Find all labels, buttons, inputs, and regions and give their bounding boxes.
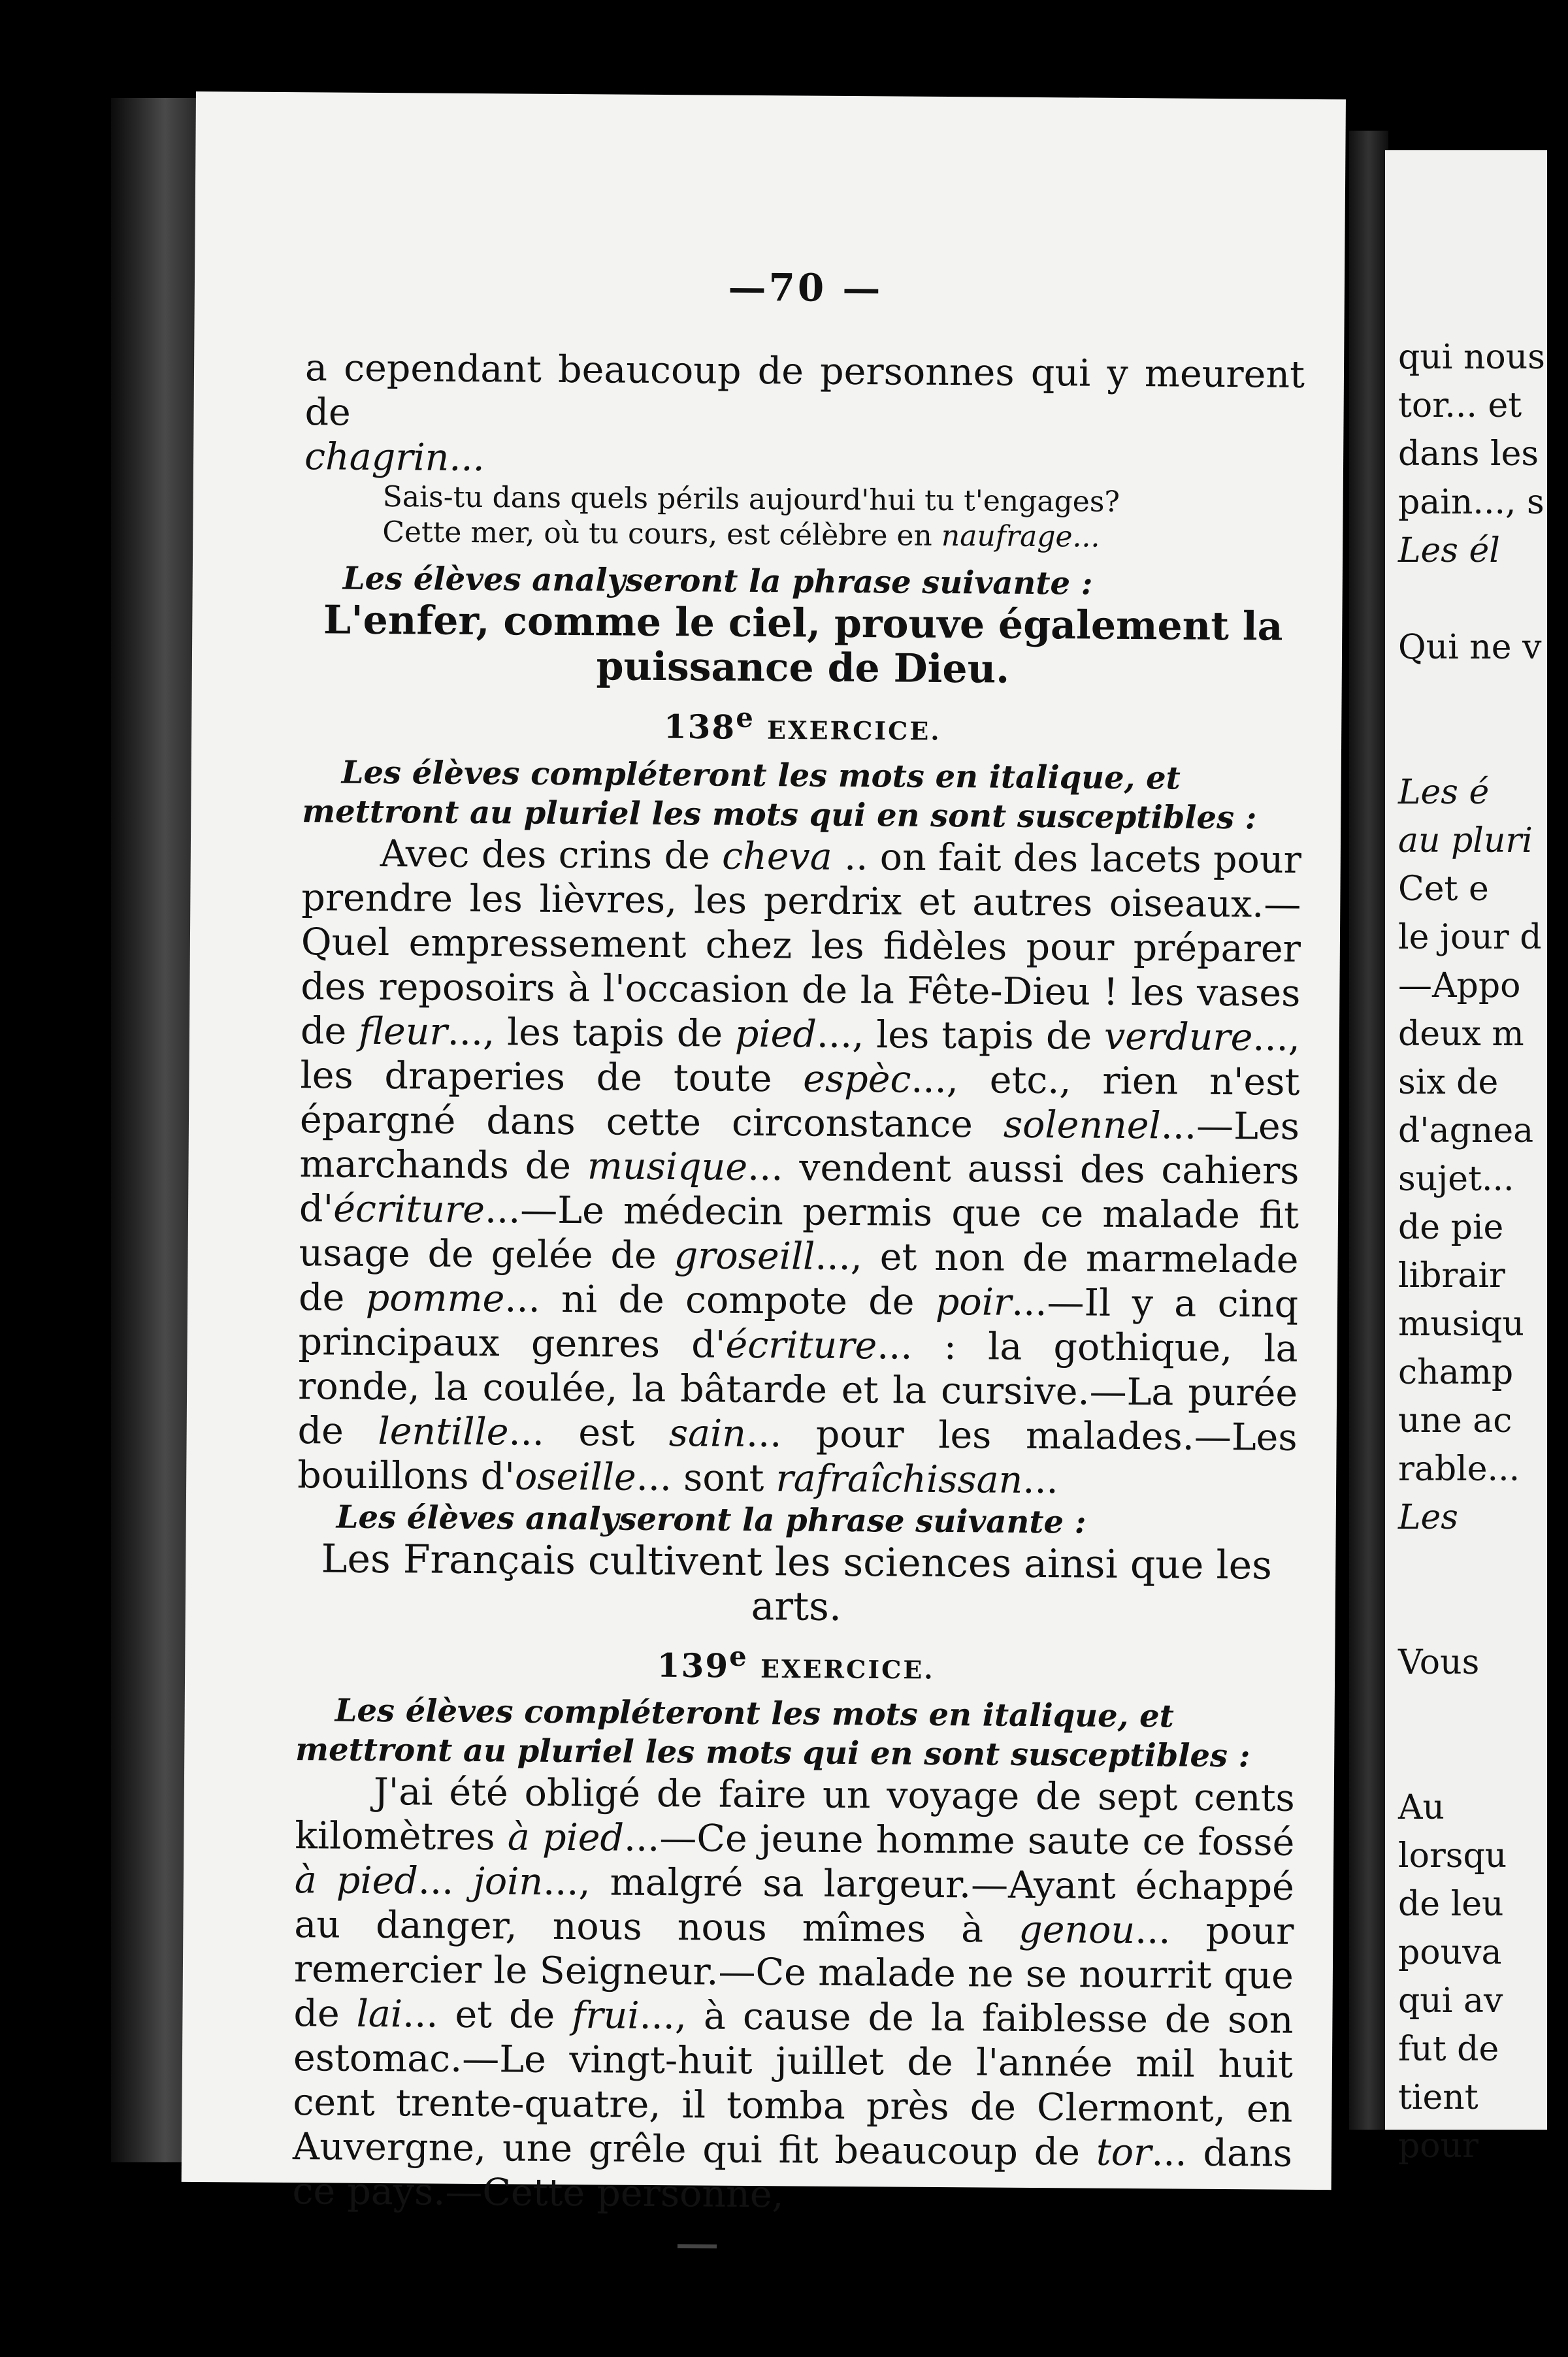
exercise-138-run: ... ni de compote de [504,1277,936,1324]
exercise-138-word: EXERCICE. [766,715,941,746]
right-page-line: de pie [1398,1208,1504,1247]
exercise-138-run: musique [587,1144,748,1189]
right-page-line: Cet e [1398,870,1489,909]
right-page-line: Les él [1398,531,1500,570]
book-gutter [1349,131,1388,2130]
exercise-138-run: ..., etc., rien n'est épargné dans cette circonstance [299,1058,1300,1146]
exercise-139-run: ... [417,1859,474,1904]
continuation-italic: chagrin... [304,435,485,480]
right-page-line: pour [1398,2126,1478,2166]
exercise-139-run: genou [1018,1908,1135,1953]
right-page-line: dans les [1398,434,1539,474]
verse-line-2-italic: naufrage... [941,519,1100,554]
exercise-139-run: à pied [507,1815,625,1860]
right-page-line: Qui ne v [1398,628,1542,667]
exercise-138-run: poir [935,1280,1012,1324]
exercise-138-run: ... vendent aussi des cahiers d' [299,1145,1299,1231]
right-page-line: six de [1398,1063,1499,1102]
exercise-139-number: 139 [657,1646,730,1685]
analysis-sentence-2: Les Français cultivent les sciences ainsi que les arts. [321,1536,1273,1630]
right-page-line: tient [1398,2078,1478,2117]
exercise-139-run: ...—Ce jeune homme saute ce fossé [623,1816,1295,1865]
analysis-sentence-1: L'enfer, comme le ciel, prouve également la puissance de Dieu. [323,597,1283,692]
right-page-line: Les [1398,1498,1458,1537]
exercise-138-run: oseille [514,1455,636,1499]
exercise-138-run: ..., les tapis de [816,1013,1105,1058]
exercise-138-run: sain [668,1411,747,1455]
right-page-line: une ac [1398,1401,1512,1440]
right-page-line: —Appo [1398,966,1521,1005]
exercise-139-text [292,1769,1295,2220]
exercise-139-run: ... et de [402,1992,572,2038]
exercise-138-run: ..., les tapis de [447,1010,736,1056]
right-page-line [1398,1687,1568,1735]
right-page-line: qui av [1398,1981,1503,2021]
right-page-line: musiqu [1398,1305,1524,1344]
exercise-139-run: lai [356,1992,403,2036]
right-page-line: librair [1398,1256,1505,1295]
exercise-139-run: join [472,1860,544,1904]
exercise-138-run: Avec des crins de [380,832,723,878]
instruction-analysis-2: Les élèves analyseront la phrase suivante : [336,1499,1086,1541]
right-page-line: sujet... [1398,1160,1514,1199]
exercise-138-run: ... sont [636,1455,776,1500]
left-page [182,91,1346,2217]
exercise-138-run: ..., les draperies de toute [300,1015,1301,1101]
exercise-139-run: ..., malgré sa largeur.—Ayant échappé au danger, nous nous mîmes à [294,1861,1295,1952]
right-page-line: le jour d [1398,918,1542,957]
exercise-139-run: tor [1096,2131,1152,2175]
exercise-138-number: 138 [663,707,736,747]
exercise-139-run: ... dans ce pays.—Cette personne, [292,2131,1293,2217]
exercise-138-sup: e [736,701,755,734]
exercise-138-run: .. on fait des lacets pour prendre les lièvres, les perdrix et autres oiseaux.—Quel empressement chez les fidèles pour préparer des reposoirs à l'occasion de la Fête-Dieu ! les vases de [300,835,1302,1053]
exercise-138-heading [302,698,1302,750]
exercise-139-sup: e [729,1640,748,1672]
exercise-138-text [297,831,1301,1504]
right-page-line: lorsqu [1398,1836,1507,1876]
right-page-line: qui nous [1398,338,1545,377]
verse-line-2 [382,515,1303,557]
right-page [1385,150,1547,2166]
right-page-line: champ [1398,1353,1514,1392]
exercise-138-run: espèc [803,1057,911,1101]
exercise-138-run: ...—Le médecin permis que ce malade fit usage de gelée de [299,1188,1299,1277]
page-content [292,262,1305,2220]
exercise-138-run: écriture [333,1187,485,1231]
exercise-139-heading [296,1637,1296,1689]
exercise-138-run: cheva [721,834,832,879]
page-number: —70 — [728,265,883,311]
exercise-138-run: ... : la gothique, la ronde, la coulée, la bâtarde et la cursive.—La purée de [297,1324,1298,1453]
exercise-138-run: pomme [365,1276,505,1320]
exercise-138-run: rafraîchissan [776,1456,1023,1502]
exercise-138-run: ..., et non de marmelade de [298,1235,1299,1320]
right-page-line: rable... [1398,1450,1520,1489]
right-page-line [1398,672,1568,720]
exercise-138-run: ... est [508,1410,670,1455]
exercise-138-run: groseill [674,1233,815,1278]
right-page-line: fut de [1398,2030,1499,2069]
right-page-line [1398,1542,1568,1590]
right-page-line: de leu [1398,1885,1504,1924]
exercise-138-run: fleur [358,1009,448,1054]
exercise-138-run: solennel [1003,1103,1162,1148]
exercise-138-instruction: Les élèves compléteront les mots en italique, et mettront au pluriel les mots qui en sont susceptibles : [302,754,1257,837]
exercise-139-run: J'ai été obligé de faire un voyage de sept cents kilomètres [295,1770,1296,1859]
continuation-text: a cependant beaucoup de personnes qui y meurent de [304,346,1305,434]
right-page-line: pain..., s [1398,483,1544,522]
exercise-138-run: lentille [378,1409,509,1454]
right-page-line: Les é [1398,773,1490,812]
right-page-line [1398,1590,1568,1638]
exercise-138-run: ...—Les marchands de [299,1104,1300,1188]
right-page-line [1398,1735,1568,1783]
exercise-138-run: verdure [1103,1015,1253,1059]
right-page-line: au pluri [1398,821,1533,860]
continuation-line [304,346,1305,486]
exercise-138-run: pied [734,1012,817,1056]
right-page-line: Vous [1398,1643,1480,1682]
exercise-139-instruction: Les élèves compléteront les mots en italique, et mettront au pluriel les mots qui en sont susceptibles : [295,1692,1250,1775]
exercise-138-run: écriture [725,1323,877,1367]
right-page-fragments [1398,333,1568,2170]
right-page-line: deux m [1398,1015,1524,1054]
right-page-line: tor... et [1398,386,1522,425]
right-page-line: pouva [1398,1933,1502,1972]
verse-line-1: Sais-tu dans quels périls aujourd'hui tu t'engages? [382,480,1120,519]
exercise-138-run: ... [1022,1458,1058,1502]
exercise-139-run: à pied [294,1859,419,1903]
right-page-line: d'agnea [1398,1111,1534,1150]
instruction-analysis-1: Les élèves analyseront la phrase suivante : [342,560,1093,602]
exercise-139-run: frui [572,1994,640,2038]
exercise-138-run: ... pour les malades.—Les bouillons d' [297,1412,1298,1499]
exercise-138-run: ...—Il y a cinq principaux genres d' [298,1280,1299,1367]
printer-mark [678,2244,717,2248]
right-page-line: Au [1398,1788,1445,1827]
right-page-line [1398,720,1568,768]
verse-line-2-text: Cette mer, où tu cours, est célèbre en [382,515,942,553]
exercise-139-word: EXERCICE. [760,1653,935,1685]
exercise-139-run: ..., à cause de la faiblesse de son estomac.—Le vingt-huit juillet de l'année mil huit cent trente-quatre, il tomba près de Clermont, en Auvergne, une grêle qui fit beaucoup de [292,1994,1294,2175]
exercise-139-run: ... pour remercier le Seigneur.—Ce malade ne se nourrit que de [293,1909,1294,2036]
right-page-line [1398,575,1568,623]
